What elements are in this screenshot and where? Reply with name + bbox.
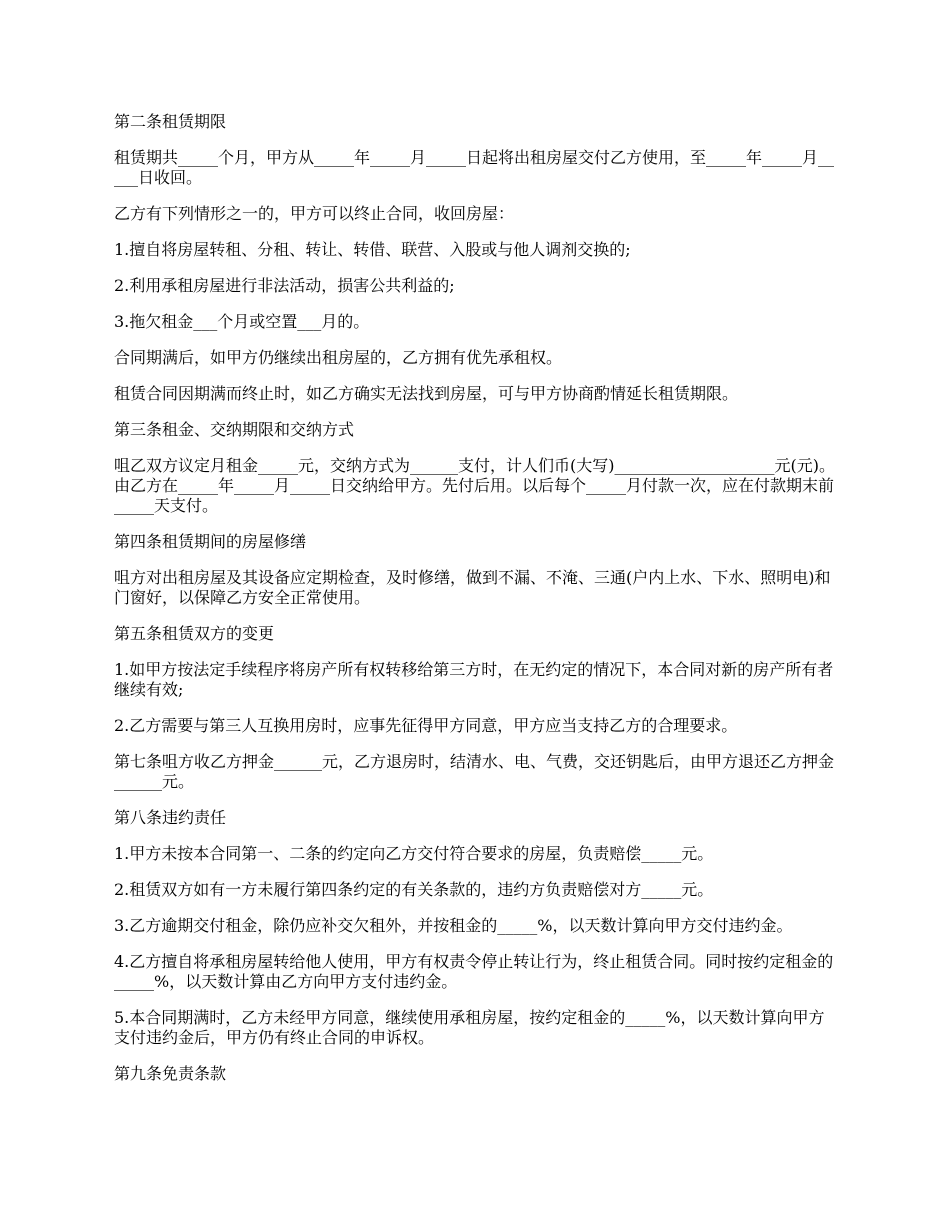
maintenance-paragraph: 咀方对出租房屋及其设备应定期检查，及时修缮，做到不漏、不淹、三通(户内上水、下水、照明电)和门窗好，以保障乙方安全正常使用。 (114, 568, 831, 607)
priority-renewal-paragraph: 合同期满后，如甲方仍继续出租房屋的，乙方拥有优先承租权。 (114, 348, 563, 367)
liability-item-3: 3.乙方逾期交付租金，除仍应补交欠租外，并按租金的_____%，以天数计算向甲方交付违约金。 (114, 916, 793, 935)
termination-item-2: 2.利用承租房屋进行非法活动，损害公共利益的; (114, 276, 455, 295)
change-item-1: 1.如甲方按法定手续程序将房产所有权转移给第三方时，在无约定的情况下，本合同对新的房产所有者继续有效; (114, 660, 834, 699)
liability-item-4: 4.乙方擅自将承租房屋转给他人使用，甲方有权责令停止转让行为，终止租赁合同。同时按约定租金的_____%，以天数计算由乙方向甲方支付违约金。 (114, 952, 834, 991)
section-heading-5: 第五条租赁双方的变更 (114, 624, 275, 643)
document-page (114, 112, 839, 1100)
section-heading-2: 第二条租赁期限 (114, 112, 227, 131)
extension-paragraph: 租赁合同因期满而终止时，如乙方确实无法找到房屋，可与甲方协商酌情延长租赁期限。 (114, 384, 739, 403)
deposit-paragraph: 第七条咀方收乙方押金______元，乙方退房时，结清水、电、气费，交还钥匙后，由甲方退还乙方押金______元。 (114, 752, 835, 791)
rent-payment-paragraph: 咀乙双方议定月租金_____元，交纳方式为______支付，计人们币(大写)____________________元(元)。由乙方在_____年_____月_____日交纳给甲方。先付后用。以后每个_____月付款一次，应在付款期末前_____天支付。 (114, 456, 835, 515)
section-heading-4: 第四条租赁期间的房屋修缮 (114, 532, 307, 551)
section-heading-3: 第三条租金、交纳期限和交纳方式 (114, 420, 355, 439)
section-heading-8: 第八条违约责任 (114, 808, 227, 827)
lease-term-paragraph: 租赁期共_____个月，甲方从_____年_____月_____日起将出租房屋交付乙方使用，至_____年_____月_____日收回。 (114, 148, 835, 187)
change-item-2: 2.乙方需要与第三人互换用房时，应事先征得甲方同意，甲方应当支持乙方的合理要求。 (114, 716, 738, 735)
termination-intro: 乙方有下列情形之一的，甲方可以终止合同，收回房屋： (114, 204, 515, 223)
liability-item-1: 1.甲方未按本合同第一、二条的约定向乙方交付符合要求的房屋，负责赔偿_____元。 (114, 844, 714, 863)
liability-item-2: 2.租赁双方如有一方未履行第四条约定的有关条款的，违约方负责赔偿对方_____元。 (114, 880, 714, 899)
termination-item-3: 3.拖欠租金___个月或空置___月的。 (114, 312, 370, 331)
section-heading-9: 第九条免责条款 (114, 1064, 227, 1083)
liability-item-5: 5.本合同期满时，乙方未经甲方同意，继续使用承租房屋，按约定租金的_____%，以天数计算向甲方支付违约金后，甲方仍有终止合同的申诉权。 (114, 1008, 825, 1047)
termination-item-1: 1.擅自将房屋转租、分租、转让、转借、联营、入股或与他人调剂交换的; (114, 240, 631, 259)
